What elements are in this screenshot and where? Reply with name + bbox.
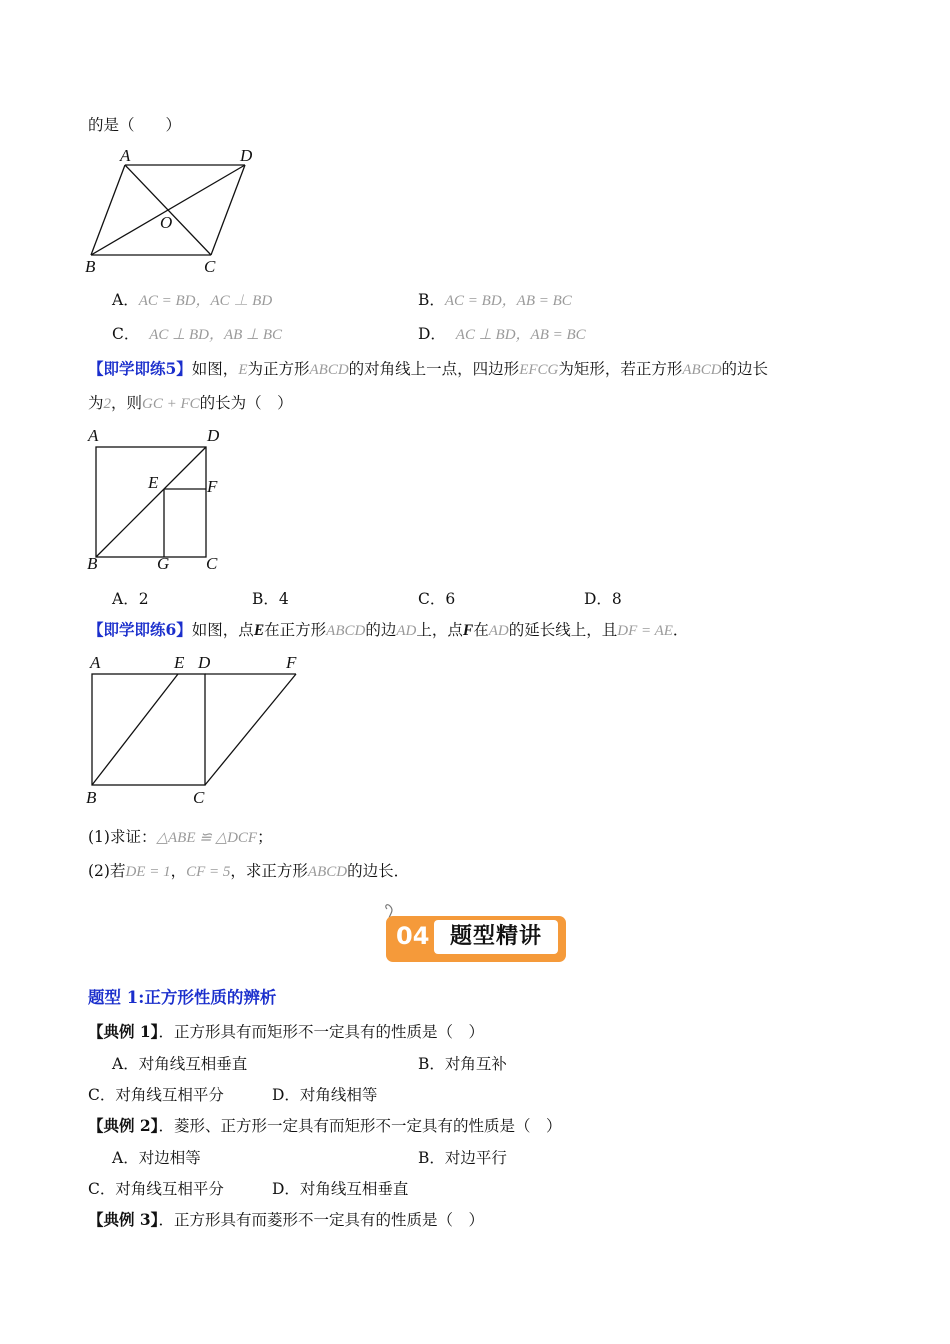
example-2-option-c: C．对角线互相平分	[88, 1180, 224, 1198]
fig3-label-e: E	[174, 653, 185, 672]
fig3-label-f: F	[286, 653, 297, 672]
figure-parallelogram	[80, 145, 270, 280]
figure-square-efcg	[80, 425, 240, 575]
practice-5-option-b: B．4	[252, 590, 289, 608]
practice-6-sub1: (1)求证：△ABE ≌ △DCF；	[88, 828, 273, 846]
option-d: D． AC ⊥ BD，AB = BC	[418, 325, 586, 343]
fig2-label-e: E	[148, 473, 159, 492]
example-1-option-b: B．对角互补	[418, 1055, 507, 1073]
fig2-label-a: A	[88, 426, 99, 445]
example-3-question: 【典例 3】．正方形具有而菱形不一定具有的性质是（ ）	[88, 1210, 484, 1229]
fig1-label-c: C	[204, 257, 216, 276]
fig1-label-d: D	[240, 146, 253, 165]
section-title: 题型 1:正方形性质的辨析	[88, 988, 277, 1007]
example-2-question: 【典例 2】．菱形、正方形一定具有而矩形不一定具有的性质是（ ）	[88, 1116, 562, 1135]
banner-title: 题型精讲	[434, 920, 558, 954]
example-1-question: 【典例 1】．正方形具有而矩形不一定具有的性质是（ ）	[88, 1022, 484, 1041]
fig2-label-c: C	[206, 554, 218, 573]
example-2-option-a: A．对边相等	[112, 1149, 201, 1167]
example-1-option-d: D．对角线相等	[272, 1086, 378, 1104]
figure-square-extension	[80, 652, 320, 812]
question-tail: 的是（ ）	[88, 116, 182, 134]
option-b: B．AC = BD，AB = BC	[418, 291, 572, 309]
practice-5-line1: 【即学即练5】如图，E为正方形ABCD的对角线上一点，四边形EFCG为矩形，若正方形ABCD的边长	[88, 359, 769, 378]
practice-6-line1: 【即学即练6】如图，点E在正方形ABCD的边AD上，点F在AD的延长线上，且DF = AE．	[88, 620, 689, 639]
fig2-label-g: G	[157, 554, 170, 573]
fig2-label-f: F	[207, 477, 218, 496]
fig3-label-b: B	[86, 788, 97, 807]
option-a: A．AC = BD，AC ⊥ BD	[112, 291, 273, 309]
fig3-label-d: D	[198, 653, 211, 672]
banner-number: 04	[396, 922, 430, 950]
fig2-label-b: B	[87, 554, 98, 573]
section-banner	[386, 914, 568, 964]
example-1-option-a: A．对角线互相垂直	[112, 1055, 248, 1073]
example-2-option-d: D．对角线互相垂直	[272, 1180, 409, 1198]
practice-5-option-c: C．6	[418, 590, 456, 608]
example-2-option-b: B．对边平行	[418, 1149, 507, 1167]
practice-5-option-a: A．2	[112, 590, 149, 608]
practice-6-sub2: (2)若DE = 1，CF = 5，求正方形ABCD的边长．	[88, 862, 410, 880]
option-c: C． AC ⊥ BD，AB ⊥ BC	[112, 325, 283, 343]
fig1-label-b: B	[85, 257, 96, 276]
practice-5-line2: 为2，则GC + FC的长为（ ）	[88, 394, 293, 412]
fig2-label-d: D	[207, 426, 220, 445]
practice-5-option-d: D．8	[584, 590, 622, 608]
fig3-label-c: C	[193, 788, 205, 807]
example-1-option-c: C．对角线互相平分	[88, 1086, 224, 1104]
fig1-label-o: O	[160, 213, 173, 232]
fig3-label-a: A	[90, 653, 101, 672]
fig1-label-a: A	[120, 146, 131, 165]
